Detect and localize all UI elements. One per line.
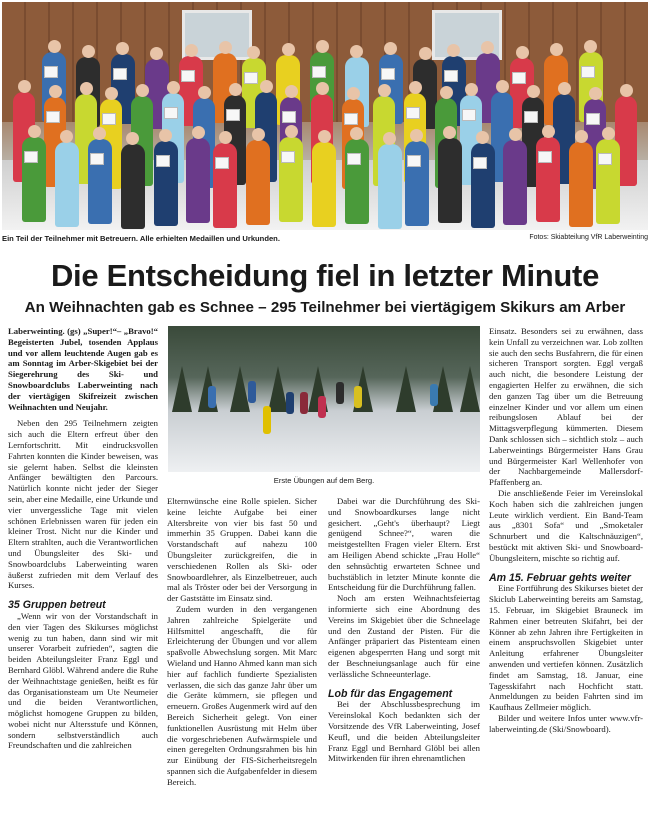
photo-person [55, 142, 79, 227]
photo-person [312, 142, 336, 227]
ski-practice-caption: Erste Übungen auf dem Berg. [273, 476, 375, 485]
photo-person [154, 141, 178, 226]
article-paragraph: Bilder und weitere Infos unter www.vfr-laberweinting.de (Ski/Snowboard). [489, 712, 643, 734]
photo-person [246, 140, 270, 225]
article-column-3 [328, 496, 480, 764]
photo-person [596, 139, 620, 224]
article-lead: Laberweinting. (gs) „Super!“– „Bravo!“ Begeisterten Jubel, tosenden Applaus und vor allem leuchtende Augen gab es am Sonntag im Arber-Skigebiet bei der Siegerehrung des Ski- und Snowboardclubs Laberweinting nach der viertägigen Skifreizeit zwischen Weihnachten und Neujahr. [8, 326, 158, 412]
photo-skier [430, 384, 438, 406]
photo-person [536, 137, 560, 222]
photo-skier [300, 392, 308, 414]
photo-person [503, 140, 527, 225]
photo-caption-row [2, 234, 648, 245]
article-paragraph: Eine Fortführung des Skikurses bietet der Skiclub Laberweinting bereits am Samstag, 15. Februar, im Skigebiet Brauneck im Rahmen einer betreuten Skifahrt, bei der Könner ab zehn Jahren ihre Fertigkeiten in einem anspruchsvollen Skigebiet unter Anleitung erfahrener Übungsleiter anwenden und vertiefen können. Zusätzlich findet am Samstag, 18. Januar, eine Tagesskifahrt nach Hochficht statt. Anmeldungen zu beiden Fahrten sind im Kaufhaus Zellmeier möglich. [489, 583, 643, 713]
photo-person [121, 144, 145, 229]
photo-person [345, 139, 369, 224]
article-paragraph: Die anschließende Feier im Vereinslokal Koch haben sich die zahlreichen jungen Leute wirklich verdient. Ein Band-Team aus „8301 Sofa“ und „Smoketaler Schnurbert und die Kaltschnäuzigen“, bestückt mit aktiven Ski- und Snowboard-Übungsleitern, mischte so richtig auf. [489, 487, 643, 563]
photo-person [378, 144, 402, 229]
article-paragraph: Elternwünsche eine Rolle spielen. Sicher keine leichte Aufgabe bei einer Altersbreite von vier bis fast 50 und immerhin 35 Gruppen. Dabei kann die Vorstandschaft auf nahezu 100 Übungsleiter zurückgreifen, die in verschiedenen Rollen als Ski- oder Snowboardlehrer, als Einzelbetreuer, auch mal als Tröster oder bei der Versorgung in der Gaststätte im Einsatz sind. [167, 496, 317, 604]
photo-person [279, 137, 303, 222]
photo-tree [460, 366, 480, 412]
photo-crowd [2, 22, 648, 222]
photo-person [569, 142, 593, 227]
photo-caption: Ein Teil der Teilnehmer mit Betreuern. Alle erhielten Medaillen und Urkunden. [2, 234, 280, 243]
photo-skier [208, 386, 216, 408]
article-subhead: Am 15. Februar gehts weiter [489, 571, 631, 584]
photo-credit: Fotos: Skiabteilung VfR Laberweinting [529, 234, 648, 241]
photo-person [22, 137, 46, 222]
article-column-1 [8, 326, 158, 751]
photo-tree [268, 366, 288, 412]
article-paragraph: Zudem wurden in den vergangenen Jahren zahlreiche Spielgeräte und Hilfsmittel angeschafft, die für Erleichterung der Übungen und vor allem spaßvolle Abwechslung sorgen. Mit Marc Wieland und Hanno Ahmed kann man sich hier auf fachlich fundierte Spezialisten verlassen, die sich das ganze Jahr über um die Geräte kümmern, sie pflegen und erneuern. Großes Augenmerk wird auf den Bereich Sicherheit gelegt. Von einer funktionellen Ausrüstung mit Helm über die vorgeschriebenen Aufwärmspiele und einen geregelten Ordnungsrahmen bis hin zur Einübung der FIS-Sicherheitsregeln spannen sich die Aufgabenfelder in diesem Bereich. [167, 603, 317, 787]
headline: Die Entscheidung fiel in letzter Minute [50, 258, 600, 293]
article-subhead: Lob für das Engagement [328, 687, 453, 700]
photo-person [471, 143, 495, 228]
article-column-2 [167, 496, 317, 788]
article-paragraph: Dabei war die Durchführung des Ski- und Snowboardkurses lange nicht gesichert. „Geht's überhaupt? Liegt genügend Schnee?“, waren die meistgestellten Fragen vieler Eltern. Erst am Heiligen Abend schickte „Frau Holle“ den sehnsüchtig erwarteten Schnee und buchstäblich in letzter Minute konnte die Entscheidung für die Durchführung fallen. [328, 496, 480, 593]
article-paragraph: „Wenn wir von der Vorstandschaft in den vier Tagen des Skikurses möglichst wenig zu tun haben, dann sind wir mit unserer Vorarbeit zufrieden“, sagten die beiden Abteilungsleiter Franz Eggl und Bernhard Glöbl. Während andere die Ruhe der Weihnachtstage genießen, heißt es für das Organisationsteam um Ute Neumeier und die beiden Verantwortlichen, möglichst homogene Gruppen zu bilden, wobei nicht nur Altersstufe und Können, sondern selbstverständlich auch Freundschaften und die zahlreichen [8, 610, 158, 751]
photo-skier [263, 406, 271, 434]
photo-person [88, 139, 112, 224]
photo-person [438, 138, 462, 223]
subheadline: An Weihnachten gab es Schnee – 295 Teilnehmer bei viertägigem Skikurs am Arber [24, 299, 626, 316]
group-photo [2, 2, 648, 230]
photo-skier [286, 392, 294, 414]
photo-skier [336, 382, 344, 404]
article-column-4 [489, 326, 643, 734]
article-paragraph: Bei der Abschlussbesprechung im Vereinslokal Koch bedankten sich der Vorsitzende des VfR Laberweinting, Josef Keufl, und die beiden Abteilungsleiter Franz Eggl und Bernhard Glöbl bei allen Mitwirkenden für ihren ehrenamtlichen [328, 699, 480, 764]
photo-skier [248, 381, 256, 403]
article-subhead: 35 Gruppen betreut [8, 599, 106, 612]
photo-person [405, 141, 429, 226]
photo-tree [172, 366, 192, 412]
photo-skier [318, 396, 326, 418]
photo-tree [396, 366, 416, 412]
photo-skier [354, 386, 362, 408]
photo-person [213, 143, 237, 228]
article-paragraph: Neben den 295 Teilnehmern zeigten sich auch die Eltern erfreut über den Lernfortschritt. Mit eindrucksvollen Fahrten konnten die Kinder beweisen, was sie gelernt haben. Selbst die kleinsten Anfänger bewältigten den Parcours. Natürlich konnte nicht jeder der Sieger sein, aber eine Medaille, eine Urkunde und vier unvergessliche Tage mit vielen schönen Erlebnissen waren für jeden ein kleiner Trost. Nicht nur die Kinder und Eltern strahlten, auch die Verantwortlichen und Übungsleiter des Ski- und Snowboardclubs Laberweinting waren äußerst zufrieden mit dem Verlauf des Kurses. [8, 418, 158, 591]
article-paragraph: Noch am ersten Weihnachtsfeiertag informierte sich eine Abordnung des Vereins im Skigebiet über die Schneelage und den Zustand der Pisten. Für die Anfänger präpariert das Pistenteam einen eigenen abgesperrten Hang und sorgt mit der Beschneiungsanlage auch für eine verlässliche Schneeunterlage. [328, 593, 480, 679]
article-paragraph: Einsatz. Besonders sei zu erwähnen, dass kein Unfall zu verzeichnen war. Lob zollten sie auch den sechs Busfahrern, die für einen sicheren Transport sorgten. Eggl vergaß auch nicht, die besondere Leistung der engagierten Helfer zu erwähnen, die sich den ganzen Tag über um die Betreuung einzelner Kinder und vor allem um einen reibungslosen Ablauf bei der Mittagsverpflegung kümmerten. Diesem Dank schlossen sich – sichtlich stolz – auch Laberweintings Bürgermeister Hans Grau und Bürgermeister Karl Wellenhofer von der Nachbargemeinde Mallersdorf-Pfaffenberg an. [489, 326, 643, 488]
ski-practice-photo [168, 326, 480, 472]
photo-person [186, 138, 210, 223]
photo-tree [230, 366, 250, 412]
